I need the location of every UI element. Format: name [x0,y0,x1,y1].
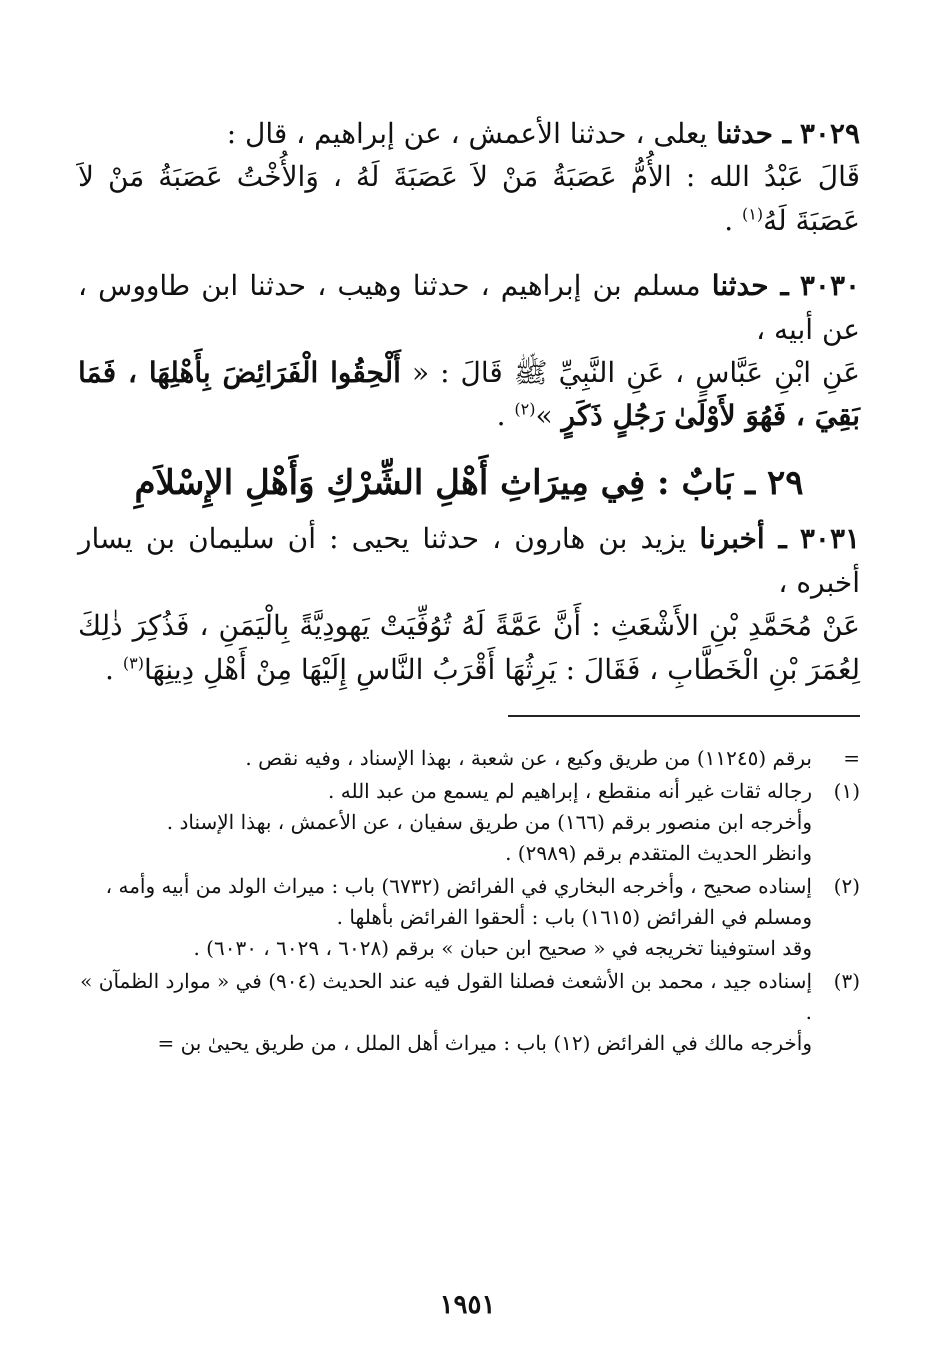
isnad-line: ٣٠٣٠ ـ حدثنا مسلم بن إبراهيم ، حدثنا وهيب ، حدثنا ابن طاووس ، عن أبيه ، [78,269,861,346]
footnote-line: وأخرجه مالك في الفرائض (١٢) باب : ميراث أهل الملل ، من طريق يحيىٰ بن = [157,1030,812,1055]
hadith-entry-3031 [78,517,860,691]
isnad-chain: يزيد بن هارون ، حدثنا يحيى : أن سليمان بن يسار أخبره ، [78,522,860,599]
footnote-continuation [78,743,860,774]
hadith-number: ٣٠٣٠ [799,269,861,303]
page-body [78,112,860,1371]
matn-text: عَنِ ابْنِ عَبَّاسٍ ، عَنِ النَّبِيِّ ﷺ قَالَ : « أَلْحِقُوا الْفَرَائِضَ بِأَهْلِهَا ، فَمَا بَقِيَ ، فَهُوَ لأَوْلَىٰ رَجُلٍ ذَكَرٍ »$^{(٢)}$ . [78,355,860,433]
isnad-chain: يعلى ، حدثنا الأعمش ، عن إبراهيم ، قال : [226,117,708,150]
matn-text: عَنْ مُحَمَّدِ بْنِ الأَشْعَثِ : أَنَّ عَمَّةً لَهُ تُوُفِّيَتْ يَهودِيَّةً بِالْيَمَنِ ، فَذُكِرَ ذٰلِكَ لِعُمَرَ بْنِ الْخَطَّابِ ، فَقَالَ : يَرِثُهَا أَقْرَبُ النَّاسِ إِلَيْهَا مِنْ أَهْلِ دِينِهَا$^{(٣)}$ . [78,609,860,686]
footnote-line: إسناده صحيح ، وأخرجه البخاري في الفرائض (٦٧٣٢) باب : ميراث الولد من أبيه وأمه ، ومسلم في الفرائض (١٦١٥) باب : ألحقوا الفرائض بأهلها . [105,873,812,929]
footnote-line: رجاله ثقات غير أنه منقطع ، إبراهيم لم يسمع من عبد الله . [328,778,812,803]
footnote-3 [78,966,860,1059]
footnote-ref-2: (٢) [514,400,536,420]
isnad-chain: مسلم بن إبراهيم ، حدثنا وهيب ، حدثنا ابن طاووس ، عن أبيه ، [78,269,860,346]
chapter-number: ٢٩ [766,462,804,503]
footnote-line: إسناده جيد ، محمد بن الأشعث فصلنا القول فيه عند الحديث (٩٠٤) في « موارد الظمآن » . [80,968,812,1024]
footnote-line: وانظر الحديث المتقدم برقم (٢٩٨٩) . [505,840,812,865]
chapter-heading: ٢٩ ـ بَابٌ : فِي مِيرَاثِ أَهْلِ الشِّرْكِ وَأَهْلِ الإِسْلاَمِ [134,462,804,503]
footnote-marker: = [843,745,860,770]
footnote-1 [78,776,860,869]
footnote-marker: (١) [833,778,860,803]
footnote-marker: (٢) [833,873,860,898]
footnote-line: وأخرجه ابن منصور برقم (١٦٦) من طريق سفيان ، عن الأعمش ، بهذا الإسناد . [166,809,812,834]
isnad-lead: حدثنا [711,269,769,303]
footnote-2 [78,871,860,964]
footnote-line: برقم (١١٢٤٥) من طريق وكيع ، عن شعبة ، بهذا الإسناد ، وفيه نقص . [245,745,812,770]
footnote-ref-1: (١) [742,204,764,224]
matn-intro: عَنِ ابْنِ عَبَّاسٍ ، عَنِ النَّبِيِّ ﷺ قَالَ : « [411,355,860,389]
hadith-number: ٣٠٣١ [799,522,861,556]
page-number: ١٩٥١ [439,1290,496,1320]
footnote-ref-3: (٣) [122,653,144,673]
chapter-label: بَابٌ [681,462,734,503]
footnote-separator [508,715,860,717]
hadith-entry-3030 [78,264,860,438]
isnad-lead: حدثنا [716,117,773,150]
footnote-marker: (٣) [833,968,860,993]
isnad-lead: أخبرنا [699,522,765,556]
matn-text: قَالَ عَبْدُ الله : الأُمُّ عَصَبَةُ مَنْ لاَ عَصَبَةَ لَهُ ، وَالأُخْتُ عَصَبَةُ مَنْ لاَ عَصَبَةَ لَهُ$^{(١)}$ . [78,160,860,237]
hadith-entry-3029 [78,112,860,242]
prophetic-saying: أَلْحِقُوا الْفَرَائِضَ بِأَهْلِهَا ، فَمَا بَقِيَ ، فَهُوَ لأَوْلَىٰ رَجُلٍ ذَكَرٍ [78,355,860,433]
isnad-line: ٣٠٢٩ ـ حدثنا يعلى ، حدثنا الأعمش ، عن إبراهيم ، قال : [226,117,860,150]
chapter-title: فِي مِيرَاثِ أَهْلِ الشِّرْكِ وَأَهْلِ الإِسْلاَمِ [134,462,646,503]
isnad-line: ٣٠٣١ ـ أخبرنا يزيد بن هارون ، حدثنا يحيى : أن سليمان بن يسار أخبره ، [78,522,861,599]
footnotes [78,743,860,1059]
hadith-number: ٣٠٢٩ [799,117,860,150]
footnote-line: وقد استوفينا تخريجه في « صحيح ابن حبان » برقم (٦٠٢٨ ، ٦٠٢٩ ، ٦٠٣٠) . [193,935,812,960]
